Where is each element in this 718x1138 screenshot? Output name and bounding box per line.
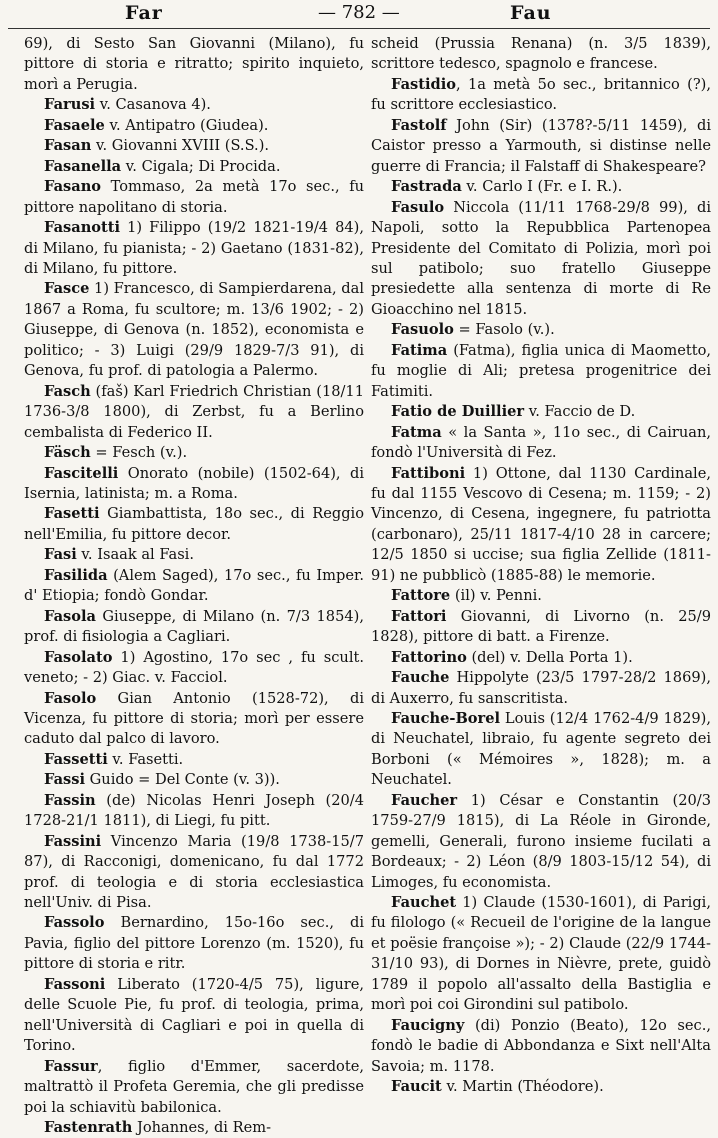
entry-headword: Fassur [44,1057,98,1075]
entry-headword: Fattori [391,607,447,625]
dictionary-entry [24,689,364,750]
dictionary-entry [371,341,711,402]
entry-headword: Faucigny [391,1016,465,1034]
entry-headword: Fatma [391,423,442,441]
entry-text: v. Carlo I (Fr. e I. R.). [461,178,623,196]
entry-headword: Fassolo [44,914,105,932]
dictionary-entry [24,975,364,1057]
dictionary-entry [371,648,711,668]
dictionary-entry [371,1077,711,1097]
dictionary-entry [24,913,364,974]
dictionary-entry [24,770,364,790]
dictionary-entry [24,218,364,279]
dictionary-entry [371,893,711,1016]
dictionary-entry [24,136,364,156]
entry-text: (il) v. Penni. [450,587,542,605]
dictionary-entry [371,177,711,197]
dictionary-entry [371,586,711,606]
entry-headword: Fasaele [44,116,105,134]
header-left-guideword: Far [125,2,163,24]
dictionary-entry [24,34,364,95]
entry-headword: Fascitelli [44,464,119,482]
dictionary-entry [24,607,364,648]
dictionary-entry [24,791,364,832]
dictionary-entry [371,791,711,893]
entry-headword: Fäsch [44,444,91,462]
left-column [24,34,364,1138]
entry-text: Gian Antonio (1528-72), di Vicenza, fu pittore di storia; morì per essere caduto dal palco di lavoro. [24,689,364,748]
entry-text: Giambattista, 18o sec., di Reggio nell'Emilia, fu pittore decor. [24,505,364,543]
dictionary-entry [24,443,364,463]
entry-headword: Fasanotti [44,219,121,237]
entry-text: Giuseppe, di Milano (n. 7/3 1854), prof. di fisiologia a Cagliari. [24,607,364,646]
entry-headword: Fasanella [44,157,122,175]
entry-headword: Fauche [391,669,450,687]
entry-text: Bernardino, 15o-16o sec., di Pavia, figlio del pittore Lorenzo (m. 1520), fu pittore di storia e ritr. [24,914,364,973]
entry-text: , figlio d'Emmer, sacerdote, maltrattò il Profeta Geremia, che gli predisse poi la schiavitù babilonica. [24,1057,364,1116]
entry-headword: Fattorino [391,648,467,666]
entry-text: , 1a metà 5o sec., britannico (?), fu scrittore ecclesiastico. [371,75,711,114]
entry-headword: Fasano [44,178,102,196]
page-header [0,0,718,30]
entry-text: (di) Ponzio (Beato), 12o sec., fondò le badie di Abbondanza e Sixt nell'Alta Savoia; m. 1178. [371,1016,711,1075]
entry-headword: Fassin [44,791,96,809]
entry-headword: Fassi [44,771,85,789]
header-rule [8,28,710,29]
entry-headword: Fastrada [391,178,462,196]
entry-headword: Fastenrath [44,1119,133,1137]
entry-headword: Fassini [44,832,102,850]
entry-headword: Fatio de Duillier [391,403,525,421]
dictionary-entry [24,464,364,505]
entry-headword: Farusi [44,96,96,114]
dictionary-entry [24,545,364,565]
entry-headword: Fastidio [391,75,457,93]
entry-headword: Fasce [44,280,90,298]
entry-headword: Fasch [44,382,91,400]
dictionary-entry [24,648,364,689]
entry-text: Johannes, di Rem- [132,1119,271,1137]
entry-headword: Faucher [391,791,458,809]
entry-text: Giovanni, di Livorno (n. 25/9 1828), pittore di batt. a Firenze. [371,607,711,646]
dictionary-entry [24,116,364,136]
entry-text: v. Giovanni XVIII (S.S.). [91,137,270,155]
entry-text: Niccola (11/11 1768-29/8 99), di Napoli, sotto la Repubblica Partenopea Presidente del Comitato di Polizia, morì poi sul patibolo; suo fratello Giuseppe presiedette alla sentenza di morte di Re Gioacchino nel 1815. [371,198,711,318]
entry-headword: Fatima [391,341,448,359]
entry-text: = Fesch (v.). [90,444,188,462]
dictionary-entry [24,750,364,770]
entry-headword: Fattiboni [391,464,466,482]
dictionary-entry [371,668,711,709]
dictionary-entry [371,423,711,464]
dictionary-entry [371,75,711,116]
entry-text: Guido = Del Conte (v. 3)). [85,771,280,789]
entry-text: 1) Agostino, 17o sec , fu scult. veneto; - 2) Giac. v. Facciol. [24,648,364,687]
dictionary-entry [371,1016,711,1077]
entry-text: (de) Nicolas Henri Joseph (20/4 1728-21/1 1811), di Liegi, fu pitt. [24,791,364,830]
dictionary-entry [371,34,711,75]
entry-headword: Fasetti [44,505,100,523]
entry-text: v. Casanova 4). [95,96,211,114]
entry-text: John (Sir) (1378?-5/11 1459), di Caistor presso a Yarmouth, si distinse nelle guerre di Francia; il Falstaff di Shakespeare? [371,116,711,175]
entry-text: scheid (Prussia Renana) (n. 3/5 1839), scrittore tedesco, spagnolo e francese. [371,35,711,73]
entry-headword: Fasulo [391,198,445,216]
entry-headword: Fasilida [44,566,108,584]
entry-headword: Fasola [44,607,96,625]
entry-text: 1) Francesco, di Sampierdarena, dal 1867 a Roma, fu scultore; m. 13/6 1902; - 2) Giuseppe, di Genova (n. 1852), economista e politico; - 3) Luigi (29/9 1829-7/3 91), di Genova, fu prof. di patologia a Palermo. [24,280,364,380]
entry-text: (Fatma), figlia unica di Maometto, fu moglie di Ali; pretesa progenitrice dei Fatimiti. [371,341,711,400]
entry-text: v. Martin (Théodore). [441,1078,604,1096]
entry-headword: Fattore [391,587,451,605]
entry-text: v. Antipatro (Giudea). [104,116,269,134]
dictionary-entry [371,116,711,177]
dictionary-entry [24,157,364,177]
dictionary-entry [371,709,711,791]
entry-headword: Fassoni [44,975,106,993]
dictionary-entry [24,95,364,115]
entry-text: 1) César e Constantin (20/3 1759-27/9 1815), di La Réole in Gironde, gemelli, Generali, furono insieme fucilati a Bordeaux; - 2) Léon (8/9 1803-15/12 54), di Limoges, fu economista. [371,791,711,891]
entry-text: v. Isaak al Fasi. [76,546,194,564]
dictionary-entry [24,279,364,381]
entry-headword: Fasolato [44,648,113,666]
entry-text: v. Faccio de D. [524,403,636,421]
entry-headword: Fasan [44,137,92,155]
entry-text: v. Cigala; Di Procida. [121,157,281,175]
page-number: — 782 — [318,2,400,23]
dictionary-entry [371,198,711,321]
entry-headword: Fauche-Borel [391,709,501,727]
dictionary-entry [371,464,711,587]
entry-text: Vincenzo Maria (19/8 1738-15/7 87), di Racconigi, domenicano, fu dal 1772 prof. di teologia e di storia ecclesiastica nell'Univ. di Pisa. [24,832,364,912]
dictionary-entry [24,177,364,218]
entry-text: Liberato (1720-4/5 75), ligure, delle Scuole Pie, fu prof. di teologia, prima, nell'Università di Cagliari e poi in quella di Torino. [24,975,364,1055]
entry-text: 1) Claude (1530-1601), di Parigi, fu filologo (« Recueil de l'origine de la langue et poësie françoise »); - 2) Claude (22/9 1744-31/10 93), di Dornes in Nièvre, prete, guidò 1789 il popolo all'assalto della Bastiglia e morì poi coi Girondini sul patibolo. [371,894,711,1014]
dictionary-entry [24,382,364,443]
entry-headword: Fasolo [44,689,97,707]
entry-headword: Fasi [44,546,77,564]
entry-headword: Fassetti [44,750,108,768]
entry-text: Tommaso, 2a metà 17o sec., fu pittore napolitano di storia. [24,178,364,216]
dictionary-entry [371,402,711,422]
dictionary-entry [24,1118,364,1138]
entry-headword: Faucit [391,1078,442,1096]
entry-headword: Fauchet [391,894,457,912]
entry-text: 69), di Sesto San Giovanni (Milano), fu pittore di storia e ritratto; spirito inquieto, morì a Perugia. [24,35,364,93]
entry-text: (faš) Karl Friedrich Christian (18/11 1736-3/8 1800), di Zerbst, fu a Berlino cembalista di Federico II. [24,382,364,441]
entry-text: Louis (12/4 1762-4/9 1829), di Neuchatel, libraio, fu agente segreto dei Borboni (« Mémoires », 1828); m. a Neuchatel. [371,709,711,789]
dictionary-entry [24,566,364,607]
right-column [371,34,711,1098]
header-right-guideword: Fau [510,2,552,24]
entry-text: v. Fasetti. [107,750,184,768]
dictionary-entry [24,1057,364,1118]
entry-text: 1) Ottone, dal 1130 Cardinale, fu dal 1155 Vescovo di Cesena; m. 1159; - 2) Vincenzo, di Cesena, ingegnere, fu patriotta (carbonaro), 25/11 1817-4/10 28 in carcere; 12/5 1850 si uccise; sua figlia Zellide (1811-91) ne pubblicò (1885-88) le memorie. [371,464,711,584]
entry-text: 1) Filippo (19/2 1821-19/4 84), di Milano, fu pianista; - 2) Gaetano (1831-82), di Milano, fu pittore. [24,219,364,277]
entry-headword: Fastolf [391,116,447,134]
dictionary-entry [371,320,711,340]
entry-text: (del) v. Della Porta 1). [466,648,633,666]
dictionary-entry [24,832,364,914]
entry-text: (Alem Saged), 17o sec., fu Imper. d' Etiopia; fondò Gondar. [24,566,364,605]
dictionary-entry [24,504,364,545]
dictionary-entry [371,607,711,648]
entry-text: Onorato (nobile) (1502-64), di Isernia, latinista; m. a Roma. [24,464,364,502]
entry-text: Hippolyte (23/5 1797-28/2 1869), di Auxerro, fu sanscritista. [371,669,711,707]
entry-text: = Fasolo (v.). [453,321,555,339]
entry-headword: Fasuolo [391,321,454,339]
entry-text: « la Santa », 11o sec., di Cairuan, fondò l'Università di Fez. [371,423,711,462]
